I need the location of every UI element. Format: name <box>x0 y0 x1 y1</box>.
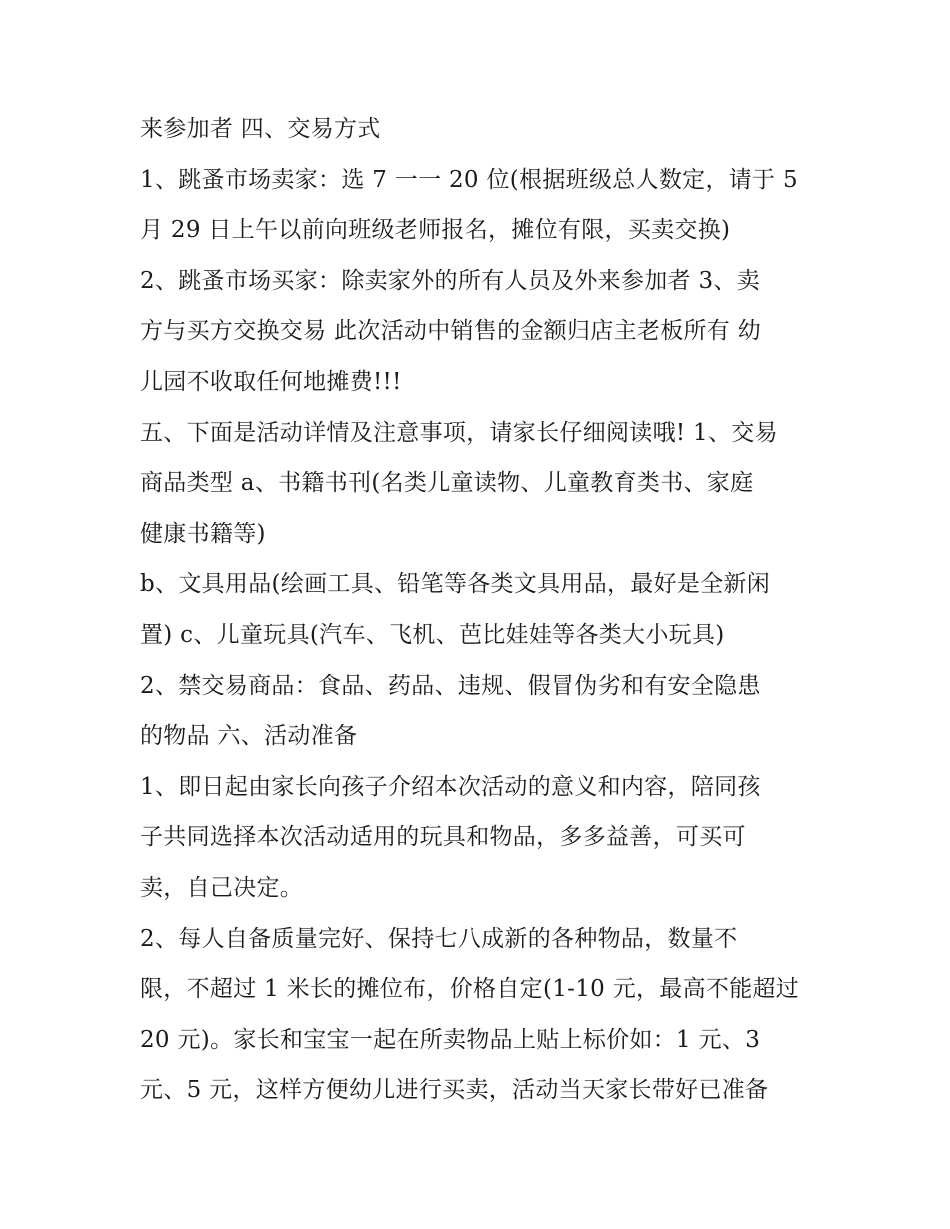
text-line: 的物品 六、活动准备 <box>140 723 358 750</box>
text-line: 商品类型 a、书籍书刊(名类儿童读物、儿童教育类书、家庭 <box>140 470 754 497</box>
text-line: 五、下面是活动详情及注意事项，请家长仔细阅读哦! 1、交易 <box>140 419 778 446</box>
text-line: b、文具用品(绘画工具、铅笔等各类文具用品，最好是全新闲 <box>140 571 771 598</box>
document-body <box>140 104 820 1116</box>
text-line: 方与买方交换交易 此次活动中销售的金额归店主老板所有 幼 <box>140 318 762 345</box>
text-line: 来参加者 四、交易方式 <box>140 116 381 142</box>
text-line: 卖，自己决定。 <box>140 874 304 901</box>
text-line: 2、跳蚤市场买家：除卖家外的所有人员及外来参加者 3、卖 <box>140 267 760 294</box>
text-line: 2、每人自备质量完好、保持七八成新的各种物品，数量不 <box>140 925 738 952</box>
text-line: 1、即日起由家长向孩子介绍本次活动的意义和内容，陪同孩 <box>140 773 761 800</box>
text-line: 2、禁交易商品：食品、药品、违规、假冒伪劣和有安全隐患 <box>140 672 761 699</box>
text-line: 20 元)。家长和宝宝一起在所卖物品上贴上标价如：1 元、3 <box>140 1026 761 1053</box>
text-line: 健康书籍等) <box>140 520 266 547</box>
text-line: 1、跳蚤市场卖家：选 7 一一 20 位(根据班级总人数定，请于 5 <box>140 166 798 193</box>
text-line: 儿园不收取任何地摊费!!! <box>140 368 402 395</box>
text-line: 置) c、儿童玩具(汽车、飞机、芭比娃娃等各类大小玩具) <box>140 621 725 648</box>
text-line: 元、5 元，这样方便幼儿进行买卖，活动当天家长带好已准备 <box>140 1077 769 1104</box>
text-line: 子共同选择本次活动适用的玩具和物品，多多益善，可买可 <box>140 824 746 851</box>
text-line: 限，不超过 1 米长的摊位布，价格自定(1-10 元，最高不能超过 <box>140 976 800 1003</box>
text-line: 月 29 日上午以前向班级老师报名，摊位有限，买卖交换) <box>140 217 731 244</box>
